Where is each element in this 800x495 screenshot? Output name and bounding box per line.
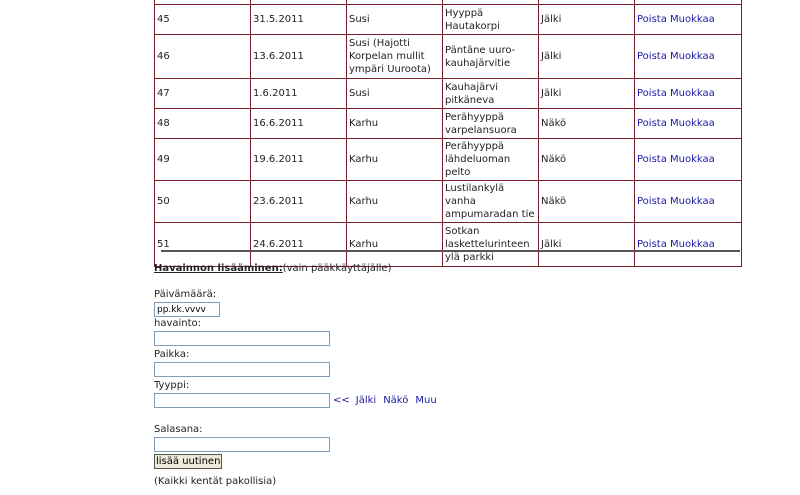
cell-number: 48: [155, 109, 251, 139]
observation-input[interactable]: [154, 331, 330, 346]
submit-button[interactable]: lisää uutinen: [154, 454, 222, 469]
cell-place: Perähyyppä varpelansuora: [443, 109, 539, 139]
place-input[interactable]: [154, 362, 330, 377]
cell-animal: Karhu: [347, 109, 443, 139]
cell-actions: [635, 5, 742, 35]
edit-link[interactable]: Muokkaa: [670, 196, 715, 207]
date-label: Päivämäärä:: [154, 289, 217, 300]
cell-number: 46: [155, 35, 251, 79]
table-row: [155, 181, 742, 223]
cell-actions: [635, 79, 742, 109]
observation-label: havainto:: [154, 318, 202, 329]
form-heading-note: (vain pääkkäyttäjälle): [282, 263, 392, 274]
table-row: [155, 5, 742, 35]
cell-number: 45: [155, 5, 251, 35]
cell-type: Jälki: [539, 35, 635, 79]
table-row: [155, 139, 742, 181]
cell-number: 47: [155, 79, 251, 109]
cell-date: 16.6.2011: [251, 109, 347, 139]
type-arrow: <<: [333, 395, 350, 406]
type-option-nako[interactable]: Näkö: [383, 395, 409, 406]
cell-type: Näkö: [539, 181, 635, 223]
cell-actions: [635, 139, 742, 181]
type-row: [154, 393, 714, 408]
delete-link[interactable]: Poista: [637, 14, 667, 25]
cell-place: Perähyyppä lähdeluoman pelto: [443, 139, 539, 181]
cell-date: 31.5.2011: [251, 5, 347, 35]
edit-link[interactable]: Muokkaa: [670, 118, 715, 129]
cell-place: Lustilankylä vanha ampumaradan tie: [443, 181, 539, 223]
cell-actions: [635, 223, 742, 267]
delete-link[interactable]: Poista: [637, 154, 667, 165]
cell-date: 19.6.2011: [251, 139, 347, 181]
cell-type: Jälki: [539, 5, 635, 35]
cell-date: 24.6.2011: [251, 223, 347, 267]
cell-place: Kauhajärvi pitkäneva: [443, 79, 539, 109]
cell-number: 49: [155, 139, 251, 181]
table-row: [155, 35, 742, 79]
cell-place: Hyyppä Hautakorpi: [443, 5, 539, 35]
required-note: (Kaikki kentät pakollisia): [154, 476, 277, 487]
form-heading-line: [154, 262, 714, 276]
edit-link[interactable]: Muokkaa: [670, 239, 715, 250]
cell-animal: Karhu: [347, 139, 443, 181]
cell-type: Näkö: [539, 109, 635, 139]
delete-link[interactable]: Poista: [637, 51, 667, 62]
cell-date: 13.6.2011: [251, 35, 347, 79]
type-input[interactable]: [154, 393, 330, 408]
cell-date: 23.6.2011: [251, 181, 347, 223]
cell-animal: Karhu: [347, 223, 443, 267]
cell-actions: [635, 181, 742, 223]
cell-animal: Karhu: [347, 181, 443, 223]
date-input[interactable]: [154, 302, 220, 317]
delete-link[interactable]: Poista: [637, 196, 667, 207]
cell-number: 51: [155, 223, 251, 267]
type-option-jalki[interactable]: Jälki: [355, 395, 377, 406]
edit-link[interactable]: Muokkaa: [670, 154, 715, 165]
table-row: [155, 79, 742, 109]
horizontal-divider: [161, 250, 740, 252]
edit-link[interactable]: Muokkaa: [670, 51, 715, 62]
cell-animal: Susi: [347, 5, 443, 35]
add-observation-form: [154, 262, 714, 489]
delete-link[interactable]: Poista: [637, 239, 667, 250]
cell-actions: [635, 109, 742, 139]
cell-date: 1.6.2011: [251, 79, 347, 109]
cell-type: Näkö: [539, 139, 635, 181]
type-option-muu[interactable]: Muu: [415, 395, 437, 406]
cell-type: Jälki: [539, 223, 635, 267]
table-row: [155, 109, 742, 139]
table-row: [155, 223, 742, 267]
cell-number: 50: [155, 181, 251, 223]
cell-place: Päntäne uuro-kauhajärvitie: [443, 35, 539, 79]
observations-table: [154, 0, 742, 267]
cell-place: Sotkan laskettelurinteen ylä parkki: [443, 223, 539, 267]
password-label: Salasana:: [154, 424, 203, 435]
delete-link[interactable]: Poista: [637, 118, 667, 129]
password-input[interactable]: [154, 437, 330, 452]
edit-link[interactable]: Muokkaa: [670, 88, 715, 99]
delete-link[interactable]: Poista: [637, 88, 667, 99]
edit-link[interactable]: Muokkaa: [670, 14, 715, 25]
form-heading: Havainnon lisääminen:: [154, 263, 283, 274]
cell-actions: [635, 35, 742, 79]
cell-animal: Susi: [347, 79, 443, 109]
cell-type: Jälki: [539, 79, 635, 109]
place-label: Paikka:: [154, 349, 190, 360]
type-label: Tyyppi:: [154, 380, 190, 391]
cell-animal: Susi (Hajotti Korpelan mullit ympäri Uuroota): [347, 35, 443, 79]
